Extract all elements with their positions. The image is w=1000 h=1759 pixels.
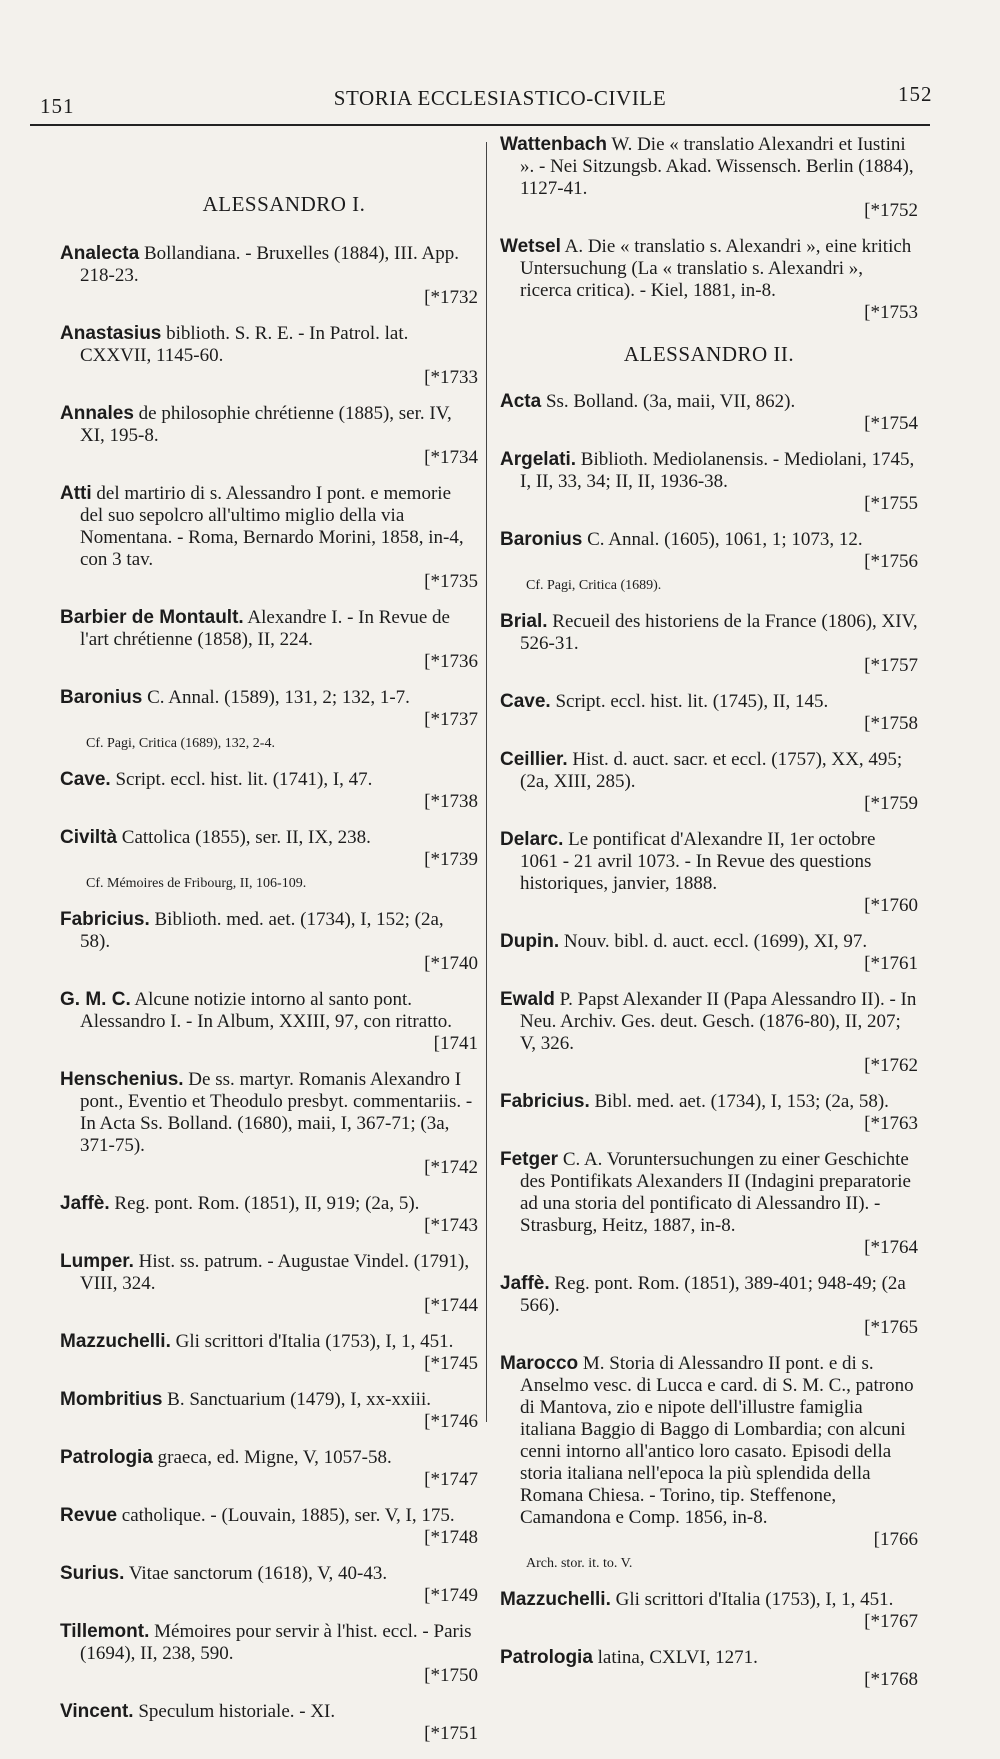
entry-list bbox=[500, 391, 918, 1691]
entry-author: Cave. bbox=[60, 769, 111, 790]
entry-reference-number: [*1752 bbox=[864, 200, 918, 221]
entry-reference-number: [*1756 bbox=[864, 551, 918, 572]
entry-body bbox=[60, 1505, 478, 1527]
entry-reference-number: [*1742 bbox=[424, 1157, 478, 1178]
entry-body bbox=[500, 931, 918, 953]
entry-reference-number: [*1745 bbox=[424, 1353, 478, 1374]
entry-text: Nouv. bibl. d. auct. eccl. (1699), XI, 97. bbox=[559, 931, 868, 952]
entry-reference-number: [*1739 bbox=[424, 849, 478, 870]
bibliography-entry bbox=[60, 323, 478, 389]
entry-body bbox=[60, 1563, 478, 1585]
entry-reference-number: [*1733 bbox=[424, 367, 478, 388]
entry-reference-number: [1766 bbox=[873, 1529, 918, 1550]
entry-text: Mémoires pour servir à l'hist. eccl. - Paris (1694), II, 238, 590. bbox=[80, 1621, 472, 1664]
entry-body bbox=[60, 1251, 478, 1295]
bibliography-entry bbox=[500, 691, 918, 735]
entry-body bbox=[500, 1149, 918, 1237]
entry-body bbox=[60, 1447, 478, 1469]
entry-text: Hist. d. auct. sacr. et eccl. (1757), XX, 495; (2a, XIII, 285). bbox=[520, 749, 903, 792]
entry-reference-number: [*1761 bbox=[864, 953, 918, 974]
section-heading: ALESSANDRO II. bbox=[623, 342, 795, 366]
bibliography-entry bbox=[500, 134, 918, 222]
entry-text: C. A. Voruntersuchungen zu einer Geschichte des Pontifikats Alexanders II (Indagini preparatorie ad una storia del pontificato di Alessandro II). - Strasburg, Heitz, 1887, in-8. bbox=[520, 1149, 911, 1236]
entry-text: graeca, ed. Migne, V, 1057-58. bbox=[152, 1447, 392, 1468]
entry-note: Arch. stor. it. to. V. bbox=[526, 1556, 633, 1571]
entry-text: Ss. Bolland. (3a, maii, VII, 862). bbox=[541, 391, 796, 412]
entry-body bbox=[60, 1701, 478, 1723]
bibliography-entry bbox=[500, 1353, 918, 1575]
entry-author: Brial. bbox=[500, 611, 548, 632]
entry-body bbox=[60, 403, 478, 447]
entry-text: Bibl. med. aet. (1734), I, 153; (2a, 58). bbox=[589, 1091, 889, 1112]
entry-author: Mazzuchelli. bbox=[500, 1589, 611, 1610]
entry-author: Acta bbox=[500, 391, 542, 412]
entry-body bbox=[500, 529, 918, 551]
entry-text: C. Annal. (1605), 1061, 1; 1073, 12. bbox=[582, 529, 863, 550]
entry-reference-number: [1741 bbox=[433, 1033, 478, 1054]
entry-reference-number: [*1749 bbox=[424, 1585, 478, 1606]
entry-text: Cattolica (1855), ser. II, IX, 238. bbox=[117, 827, 371, 848]
entry-author: Dupin. bbox=[500, 931, 560, 952]
entry-text: del martirio di s. Alessandro I pont. e memorie del suo sepolcro all'ultimo miglio della via Nomentana. - Roma, Bernardo Morini, 1858, in-4, con 3 tav. bbox=[80, 483, 464, 570]
entry-text: M. Storia di Alessandro II pont. e di s. Anselmo vesc. di Lucca e card. di S. M. C., patrono di Mantova, zio e nipote dell'illustre famiglia italiana Baggio di Baggo di Lombardia; con alcuni cenni intorno all'antico loro casato. Episodi della storia italiana nell'epoca la più splendida della Romana Chiesa. - Torino, tip. Steffenone, Camandona e Comp. 1856, in-8. bbox=[520, 1353, 914, 1528]
entry-text: De ss. martyr. Romanis Alexandro I pont., Eventio et Theodulo presbyt. commentariis. - In Acta Ss. Bolland. (1680), maii, I, 367-71; (3a, 371-75). bbox=[80, 1069, 473, 1156]
entry-text: Script. eccl. hist. lit. (1745), II, 145. bbox=[550, 691, 829, 712]
entry-author: Henschenius. bbox=[60, 1069, 184, 1090]
bibliography-entry bbox=[60, 1193, 478, 1237]
entry-reference-number: [*1748 bbox=[424, 1527, 478, 1548]
entry-note: Cf. Pagi, Critica (1689), 132, 2-4. bbox=[86, 736, 275, 751]
page-header bbox=[0, 82, 1000, 122]
entry-body bbox=[500, 1091, 918, 1113]
entry-text: P. Papst Alexander II (Papa Alessandro II). - In Neu. Archiv. Ges. deut. Gesch. (1876-80), II, 207; V, 326. bbox=[520, 989, 917, 1054]
entry-body bbox=[500, 1353, 918, 1529]
entry-note: Cf. Pagi, Critica (1689). bbox=[526, 578, 662, 593]
entry-text: catholique. - (Louvain, 1885), ser. V, I, 175. bbox=[117, 1505, 455, 1526]
entry-reference-number: [*1760 bbox=[864, 895, 918, 916]
entry-reference-number: [*1759 bbox=[864, 793, 918, 814]
entry-author: Ceillier. bbox=[500, 749, 568, 770]
entry-reference-number: [*1735 bbox=[424, 571, 478, 592]
bibliography-entry bbox=[500, 829, 918, 917]
bibliography-entry bbox=[60, 1563, 478, 1607]
entry-reference-number: [*1767 bbox=[864, 1611, 918, 1632]
entry-text: Gli scrittori d'Italia (1753), I, 1, 451. bbox=[170, 1331, 454, 1352]
entry-author: Barbier de Montault. bbox=[60, 607, 244, 628]
bibliography-entry bbox=[60, 989, 478, 1055]
entry-reference-number: [*1736 bbox=[424, 651, 478, 672]
bibliography-entry bbox=[60, 1331, 478, 1375]
entry-text: Vitae sanctorum (1618), V, 40-43. bbox=[124, 1563, 388, 1584]
entry-body bbox=[500, 691, 918, 713]
entry-list bbox=[500, 134, 918, 324]
bibliography-entry bbox=[60, 1447, 478, 1491]
bibliography-entry bbox=[500, 529, 918, 597]
entry-reference-number: [*1740 bbox=[424, 953, 478, 974]
entry-reference-number: [*1750 bbox=[424, 1665, 478, 1686]
entry-text: Reg. pont. Rom. (1851), II, 919; (2a, 5). bbox=[109, 1193, 420, 1214]
entry-author: Cave. bbox=[500, 691, 551, 712]
entry-body bbox=[500, 1589, 918, 1611]
entry-author: Fabricius. bbox=[60, 909, 150, 930]
bibliography-entry bbox=[500, 1273, 918, 1339]
entry-body bbox=[500, 989, 918, 1055]
bibliography-entry bbox=[60, 1505, 478, 1549]
entry-body bbox=[60, 1331, 478, 1353]
entry-text: Hist. ss. patrum. - Augustae Vindel. (1791), VIII, 324. bbox=[80, 1251, 470, 1294]
bibliography-entry bbox=[500, 236, 918, 324]
entry-body bbox=[500, 134, 918, 200]
bibliography-entry bbox=[500, 1647, 918, 1691]
entry-author: Analecta bbox=[60, 243, 140, 264]
entry-text: A. Die « translatio s. Alexandri », eine kritich Untersuchung (La « translatio s. Alexandri », ricerca critica). - Kiel, 1881, in-8. bbox=[520, 236, 912, 301]
entry-body bbox=[60, 1621, 478, 1665]
entry-author: G. M. C. bbox=[60, 989, 131, 1010]
left-column bbox=[60, 134, 478, 1759]
bibliography-entry bbox=[60, 687, 478, 755]
bibliography-entry bbox=[60, 909, 478, 975]
entry-reference-number: [*1747 bbox=[424, 1469, 478, 1490]
entry-body bbox=[500, 1647, 918, 1669]
entry-text: Biblioth. med. aet. (1734), I, 152; (2a, 58). bbox=[80, 909, 444, 952]
section-heading: ALESSANDRO I. bbox=[202, 192, 366, 216]
column-rule bbox=[486, 142, 487, 1422]
entry-reference-number: [*1764 bbox=[864, 1237, 918, 1258]
entry-reference-number: [*1743 bbox=[424, 1215, 478, 1236]
entry-author: Jaffè. bbox=[500, 1273, 550, 1294]
entry-reference-number: [*1734 bbox=[424, 447, 478, 468]
bibliography-entry bbox=[60, 403, 478, 469]
entry-reference-number: [*1754 bbox=[864, 413, 918, 434]
entry-author: Patrologia bbox=[500, 1647, 593, 1668]
entry-author: Fabricius. bbox=[500, 1091, 590, 1112]
right-column bbox=[500, 134, 918, 1705]
entry-author: Lumper. bbox=[60, 1251, 134, 1272]
entry-body bbox=[60, 323, 478, 367]
entry-reference-number: [*1744 bbox=[424, 1295, 478, 1316]
bibliography-entry bbox=[500, 749, 918, 815]
bibliography-entry bbox=[60, 1069, 478, 1179]
entry-text: Reg. pont. Rom. (1851), 389-401; 948-49; (2a 566). bbox=[520, 1273, 906, 1316]
running-title: STORIA ECCLESIASTICO-CIVILE bbox=[333, 86, 667, 110]
entry-author: Tillemont. bbox=[60, 1621, 150, 1642]
entry-text: Speculum historiale. - XI. bbox=[133, 1701, 336, 1722]
entry-body bbox=[60, 1069, 478, 1157]
entry-author: Civiltà bbox=[60, 827, 118, 848]
bibliography-entry bbox=[500, 1149, 918, 1259]
entry-body bbox=[60, 827, 478, 849]
entry-reference-number: [*1737 bbox=[424, 709, 478, 730]
entry-author: Wattenbach bbox=[500, 134, 607, 155]
entry-body bbox=[60, 1193, 478, 1215]
entry-reference-number: [*1757 bbox=[864, 655, 918, 676]
header-rule bbox=[30, 124, 930, 126]
bibliography-entry bbox=[500, 989, 918, 1077]
entry-reference-number: [*1768 bbox=[864, 1669, 918, 1690]
entry-reference-number: [*1755 bbox=[864, 493, 918, 514]
entry-author: Argelati. bbox=[500, 449, 577, 470]
entry-reference-number: [*1751 bbox=[424, 1723, 478, 1744]
entry-body bbox=[60, 483, 478, 571]
entry-list bbox=[60, 243, 478, 1745]
bibliography-entry bbox=[60, 483, 478, 593]
bibliography-entry bbox=[60, 607, 478, 673]
entry-body bbox=[500, 829, 918, 895]
entry-author: Anastasius bbox=[60, 323, 162, 344]
entry-author: Mombritius bbox=[60, 1389, 163, 1410]
bibliography-entry bbox=[500, 1589, 918, 1633]
entry-body bbox=[500, 1273, 918, 1317]
entry-text: W. Die « translatio Alexandri et Iustini ». - Nei Sitzungsb. Akad. Wissensch. Berlin (1884), 1127-41. bbox=[520, 134, 914, 199]
entry-author: Ewald bbox=[500, 989, 555, 1010]
entry-author: Jaffè. bbox=[60, 1193, 110, 1214]
entry-author: Annales bbox=[60, 403, 134, 424]
entry-body bbox=[60, 1389, 478, 1411]
bibliography-entry bbox=[500, 931, 918, 975]
entry-body bbox=[500, 749, 918, 793]
entry-reference-number: [*1738 bbox=[424, 791, 478, 812]
entry-author: Surius. bbox=[60, 1563, 125, 1584]
entry-text: B. Sanctuarium (1479), I, xx-xxiii. bbox=[162, 1389, 431, 1410]
bibliography-entry bbox=[60, 1701, 478, 1745]
bibliography-entry bbox=[60, 827, 478, 895]
entry-text: Alexandre I. - In Revue de l'art chrétienne (1858), II, 224. bbox=[80, 607, 450, 650]
entry-text: latina, CXLVI, 1271. bbox=[592, 1647, 758, 1668]
bibliography-entry bbox=[500, 611, 918, 677]
entry-reference-number: [*1732 bbox=[424, 287, 478, 308]
entry-text: de philosophie chrétienne (1885), ser. IV, XI, 195-8. bbox=[80, 403, 452, 446]
entry-author: Vincent. bbox=[60, 1701, 134, 1722]
entry-reference-number: [*1762 bbox=[864, 1055, 918, 1076]
entry-text: C. Annal. (1589), 131, 2; 132, 1-7. bbox=[142, 687, 410, 708]
entry-body bbox=[60, 687, 478, 709]
entry-author: Revue bbox=[60, 1505, 118, 1526]
page-number-right: 152 bbox=[898, 82, 933, 106]
bibliography-entry bbox=[500, 449, 918, 515]
entry-body bbox=[60, 989, 478, 1033]
entry-author: Wetsel bbox=[500, 236, 561, 257]
entry-author: Atti bbox=[60, 483, 92, 504]
entry-author: Fetger bbox=[500, 1149, 559, 1170]
entry-body bbox=[60, 769, 478, 791]
entry-reference-number: [*1763 bbox=[864, 1113, 918, 1134]
entry-text: Gli scrittori d'Italia (1753), I, 1, 451. bbox=[610, 1589, 894, 1610]
bibliography-entry bbox=[60, 1621, 478, 1687]
entry-text: Script. eccl. hist. lit. (1741), I, 47. bbox=[110, 769, 373, 790]
entry-text: biblioth. S. R. E. - In Patrol. lat. CXXVII, 1145-60. bbox=[80, 323, 409, 366]
bibliography-entry bbox=[500, 391, 918, 435]
entry-author: Baronius bbox=[60, 687, 143, 708]
entry-text: Bollandiana. - Bruxelles (1884), III. App. 218-23. bbox=[80, 243, 459, 286]
entry-reference-number: [*1758 bbox=[864, 713, 918, 734]
bibliography-entry bbox=[60, 1389, 478, 1433]
bibliography-entry bbox=[60, 243, 478, 309]
entry-author: Baronius bbox=[500, 529, 583, 550]
entry-author: Patrologia bbox=[60, 1447, 153, 1468]
entry-body bbox=[500, 449, 918, 493]
entry-author: Marocco bbox=[500, 1353, 579, 1374]
entry-body bbox=[60, 909, 478, 953]
entry-body bbox=[60, 607, 478, 651]
entry-body bbox=[60, 243, 478, 287]
entry-body bbox=[500, 236, 918, 302]
entry-reference-number: [*1746 bbox=[424, 1411, 478, 1432]
entry-body bbox=[500, 611, 918, 655]
bibliography-entry bbox=[60, 769, 478, 813]
bibliography-entry bbox=[60, 1251, 478, 1317]
entry-text: Le pontificat d'Alexandre II, 1er octobre 1061 - 21 avril 1073. - In Revue des questions historiques, janvier, 1888. bbox=[520, 829, 876, 894]
entry-text: Recueil des historiens de la France (1806), XIV, 526-31. bbox=[520, 611, 918, 654]
bibliography-entry bbox=[500, 1091, 918, 1135]
entry-body bbox=[500, 391, 918, 413]
page-number-left: 151 bbox=[40, 94, 75, 118]
entry-reference-number: [*1753 bbox=[864, 302, 918, 323]
entry-reference-number: [*1765 bbox=[864, 1317, 918, 1338]
entry-text: Alcune notizie intorno al santo pont. Alessandro I. - In Album, XXIII, 97, con ritratto. bbox=[80, 989, 453, 1032]
entry-author: Mazzuchelli. bbox=[60, 1331, 171, 1352]
entry-text: Biblioth. Mediolanensis. - Mediolani, 1745, I, II, 33, 34; II, II, 1936-38. bbox=[520, 449, 915, 492]
entry-note: Cf. Mémoires de Fribourg, II, 106-109. bbox=[86, 876, 307, 891]
entry-author: Delarc. bbox=[500, 829, 564, 850]
